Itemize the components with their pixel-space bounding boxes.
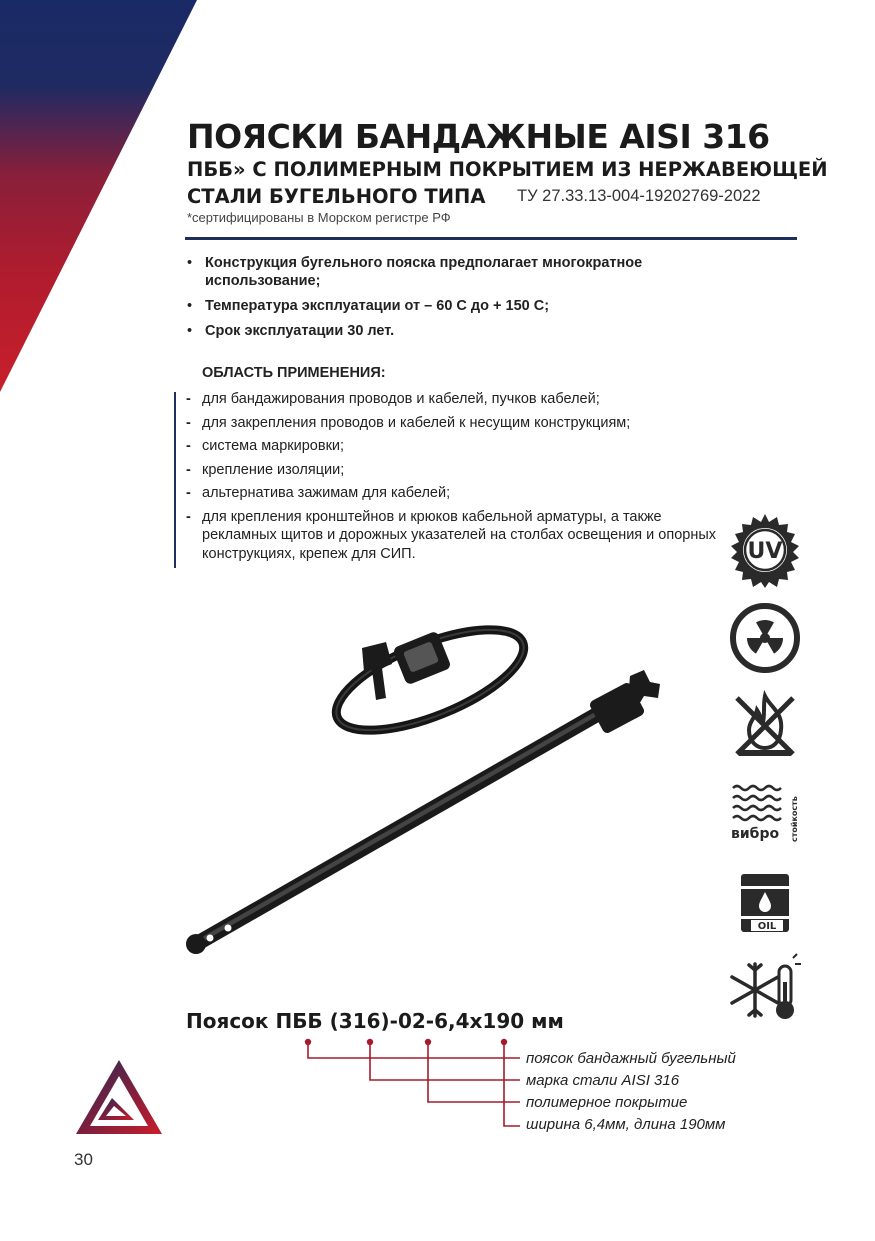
- application-item: - система маркировки;: [186, 437, 726, 456]
- straight-tie: [186, 670, 660, 954]
- page-subtitle-line1: ПББ» С ПОЛИМЕРНЫМ ПОКРЫТИЕМ ИЗ НЕРЖАВЕЮЩЕЙ: [187, 158, 828, 181]
- application-item: - для бандажирования проводов и кабелей, пучков кабелей;: [186, 390, 726, 409]
- application-item: - альтернатива зажимам для кабелей;: [186, 484, 726, 503]
- svg-text:стойкость: стойкость: [790, 796, 799, 842]
- legend-item: ширина 6,4мм, длина 190мм: [526, 1116, 726, 1133]
- application-title: ОБЛАСТЬ ПРИМЕНЕНИЯ:: [202, 365, 386, 381]
- product-code: Поясок ПББ (316)-02-6,4х190 мм: [186, 1009, 564, 1033]
- tu-standard: ТУ 27.33.13-004-19202769-2022: [517, 187, 761, 205]
- legend-item: полимерное покрытие: [526, 1094, 688, 1111]
- application-item: - для крепления кронштейнов и крюков кабельной арматуры, а также рекламных щитов и дорожных указателей на столбах освещения и опорных конструкциях, крепеж для СИП.: [186, 508, 726, 564]
- no-fire-icon: [727, 688, 803, 764]
- ring-tie: [324, 609, 536, 751]
- certification-note: *сертифицированы в Морском регистре РФ: [187, 210, 451, 225]
- radiation-icon: [727, 600, 803, 676]
- application-item: - крепление изоляции;: [186, 461, 726, 480]
- code-legend-lines: [300, 1036, 530, 1136]
- page-title: ПОЯСКИ БАНДАЖНЫЕ AISI 316: [187, 117, 770, 156]
- page-subtitle-line2: СТАЛИ БУГЕЛЬНОГО ТИПА: [187, 185, 486, 208]
- page-number: 30: [74, 1150, 93, 1169]
- header-divider: [185, 237, 797, 240]
- company-logo: [74, 1058, 164, 1138]
- feature-list: [185, 254, 745, 347]
- oil-barrel-icon: [727, 864, 803, 940]
- feature-item: • Конструкция бугельного пояска предполагает многократное использование;: [185, 254, 745, 290]
- uv-icon: [727, 512, 803, 588]
- svg-text:OIL: OIL: [757, 921, 777, 932]
- frost-heat-icon: [727, 952, 803, 1028]
- application-side-line: [174, 392, 176, 568]
- feature-item: • Температура эксплуатации от – 60 С до + 150 С;: [185, 297, 745, 315]
- product-image: [180, 600, 680, 970]
- feature-item: • Срок эксплуатации 30 лет.: [185, 322, 745, 340]
- legend-item: поясок бандажный бугельный: [526, 1050, 736, 1067]
- legend-item: марка стали AISI 316: [526, 1072, 680, 1089]
- vibration-icon: [727, 776, 803, 852]
- corner-decoration: [0, 0, 200, 400]
- application-list: [186, 390, 726, 568]
- application-item: - для закрепления проводов и кабелей к несущим конструкциям;: [186, 414, 726, 433]
- svg-text:UV: UV: [747, 539, 783, 564]
- svg-text:вибро: вибро: [731, 826, 780, 842]
